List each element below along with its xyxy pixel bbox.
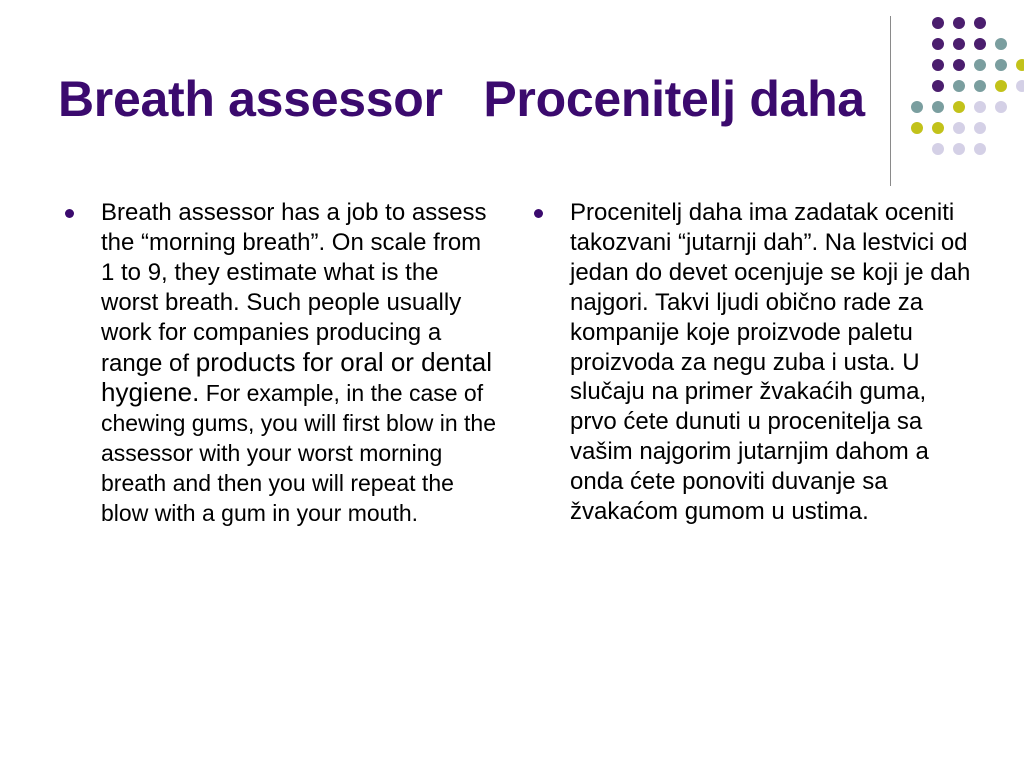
decorative-dot-icon: [953, 38, 965, 50]
vertical-divider-line: [890, 16, 891, 186]
bullet-text-serbian: Procenitelj daha ima zadatak oceniti takozvani “jutarnji dah”. Na lestvici od jedan do devet ocenjuje se koji je dah najgori. Takvi ljudi obično rade za kompanije koje proizvode paletu proizvoda za negu zuba i usta. U slučaju na primer žvakaćih guma, prvo ćete dunuti u procenitelja sa vašim najgorim jutarnjim dahom a onda ćete ponoviti duvanje sa žvakaćom gumom u ustima.: [570, 199, 971, 526]
decorative-dot-icon: [932, 17, 944, 29]
decorative-dot-icon: [974, 17, 986, 29]
decorative-dot-icon: [932, 101, 944, 113]
decorative-dot-icon: [953, 122, 965, 134]
bullet-item-serbian: [531, 198, 971, 527]
decorative-dot-icon: [911, 101, 923, 113]
decorative-dot-icon: [911, 122, 923, 134]
english-text-part-3: For example, in the case of chewing gums, you will first blow in the assessor with your worst morning breath and then you will repeat the blow with a gum in your mouth.: [101, 380, 496, 527]
decorative-dot-icon: [932, 80, 944, 92]
decorative-dot-icon: [953, 80, 965, 92]
decorative-dot-icon: [974, 38, 986, 50]
decorative-dot-icon: [995, 38, 1007, 50]
decorative-dot-icon: [974, 59, 986, 71]
english-text-part-1: Breath assessor has a job to assess the “morning breath”. On scale from 1 to 9, they estimate what is the worst breath. Such people usually work for companies producing a range of: [101, 199, 487, 377]
decorative-dot-icon: [953, 101, 965, 113]
decorative-dot-icon: [932, 38, 944, 50]
decorative-dot-icon: [953, 17, 965, 29]
slide-title: Breath assessor Procenitelj daha: [58, 71, 865, 127]
bullet-dot-icon: [65, 209, 74, 218]
decorative-dot-icon: [995, 101, 1007, 113]
english-text-emphasis: products for oral or dental hygiene.: [101, 346, 493, 408]
decorative-dot-icon: [995, 80, 1007, 92]
decorative-dot-icon: [995, 59, 1007, 71]
bullet-text-english: [101, 199, 496, 527]
right-column-serbian: [531, 198, 971, 527]
decorative-dot-icon: [932, 122, 944, 134]
decorative-dot-icon: [1016, 80, 1024, 92]
bullet-dot-icon: [534, 209, 543, 218]
decorative-dot-icon: [932, 59, 944, 71]
left-column-english: [62, 198, 500, 529]
decorative-dot-icon: [974, 80, 986, 92]
decorative-dot-icon: [974, 143, 986, 155]
decorative-dot-icon: [953, 143, 965, 155]
decorative-dot-icon: [932, 143, 944, 155]
decorative-dot-icon: [974, 101, 986, 113]
decorative-dot-icon: [974, 122, 986, 134]
decorative-dot-icon: [1016, 59, 1024, 71]
decorative-dot-icon: [953, 59, 965, 71]
bullet-item-english: [62, 198, 500, 529]
